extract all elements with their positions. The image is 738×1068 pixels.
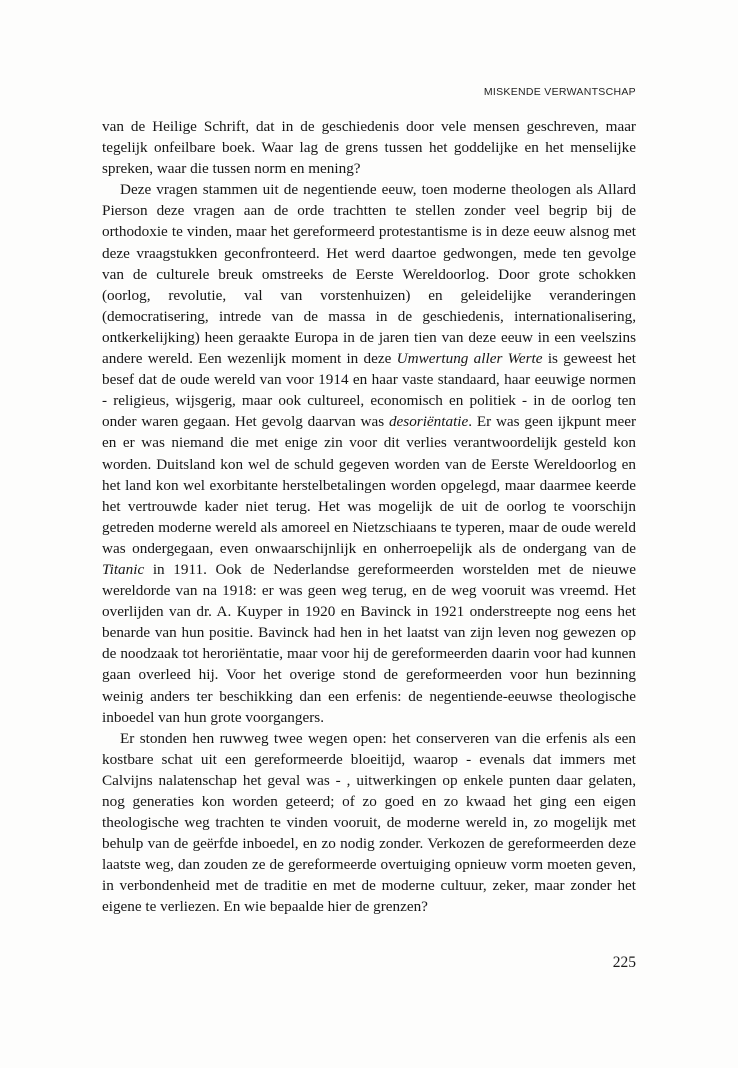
paragraph-2 xyxy=(102,179,636,727)
text-segment: Deze vragen stammen uit de negentiende eeuw, toen moderne theologen als Allard Pierson deze vragen aan de orde trachtten te stellen zonder veel begrip bij de orthodoxie te vinden, maar het gereformeerd protestantisme is in deze eeuw alsnog met deze vraagstukken geconfronteerd. Het werd daartoe gedwongen, mede ten gevolge van de culturele breuk omstreeks de Eerste Wereldoorlog. Door grote schokken (oorlog, revolutie, val van vorstenhuizen) en geleidelijke veranderingen (democratisering, intrede van de massa in de geschiedenis, internationalisering, ontkerkelijking) heen geraakte Europa in de jaren tien van deze eeuw in een veelszins andere wereld. Een wezenlijk moment in deze xyxy=(102,181,636,368)
italic-term-titanic: Titanic xyxy=(102,560,145,578)
paragraph-3 xyxy=(102,728,636,918)
text-segment: is geweest het besef dat de oude wereld van voor 1914 en haar vaste standaard, haar eeuwige normen - religieus, wijsgerig, maar ook cultureel, economisch en politiek - in de oorlog ten onder waren gegaan. Het gevolg daarvan was xyxy=(102,350,636,431)
text-segment: Er stonden hen ruwweg twee wegen open: het conserveren van die erfenis als een kostbare schat uit een gereformeerde bloeitijd, waarop - evenals dat immers met Calvijns nalatenschap het geval was - , uitwerkingen op enkele punten daar gelaten, nog generaties kon worden geteerd; of zo goed en zo kwaad het ging een eigen theologische weg trachten te vinden vooruit, de moderne wereld in, zo mogelijk met behulp van de geërfde inboedel, en zo nodig zonder. Verkozen de gereformeerden deze laatste weg, dan zouden ze de gereformeerde overtuiging opnieuw vorm moeten geven, in verbondenheid met de traditie en met de moderne cultuur, zeker, maar zonder het eigene te verliezen. En wie bepaalde hier de grenzen? xyxy=(102,729,636,916)
italic-term-desorientatie: desoriëntatie xyxy=(388,413,469,431)
paragraph-1 xyxy=(102,116,636,179)
text-segment: van de Heilige Schrift, dat in de geschiedenis door vele mensen geschreven, maar tegelijk onfeilbare boek. Waar lag de grens tussen het goddelijke en het menselijke spreken, waar die tussen norm en mening? xyxy=(102,118,636,178)
running-head: MISKENDE VERWANTSCHAP xyxy=(483,86,636,98)
italic-term-umwertung: Umwertung aller Werte xyxy=(396,350,543,368)
text-segment: in 1911. Ook de Nederlandse gereformeerden worstelden met de nieuwe wereldorde van na 1918: er was geen weg terug, en de weg vooruit was vreemd. Het overlijden van dr. A. Kuyper in 1920 en Bavinck in 1921 onderstreepte nog eens het benarde van hun positie. Bavinck had hen in het laatst van zijn leven nog gewezen op de noodzaak tot heroriëntatie, maar voor hij de gereformeerden daarin voor had kunnen gaan overleed hij. Voor het overige stond de gereformeerden voor hun bezinning weinig anders ter beschikking dan een erfenis: de negentiende-eeuwse theologische inboedel van hun grote voorgangers. xyxy=(102,560,636,726)
page-number: 225 xyxy=(612,954,636,971)
text-segment: . Er was geen ijkpunt meer en er was niemand die met enige zin voor dit verlies verantwoordelijk gesteld kon worden. Duitsland kon wel de schuld gegeven worden van de Eerste Wereldoorlog en het land kon wel exorbitante herstelbetalingen worden opgelegd, maar daarmee keerde het vertrouwde kader niet terug. Het was mogelijk de uit de oorlog te voorschijn getreden moderne wereld als amoreel en Nietzschiaans te typeren, maar de oude wereld was ondergegaan, even onwaarschijnlijk en onherroepelijk als de ondergang van de xyxy=(102,413,636,557)
body-text xyxy=(102,116,636,918)
